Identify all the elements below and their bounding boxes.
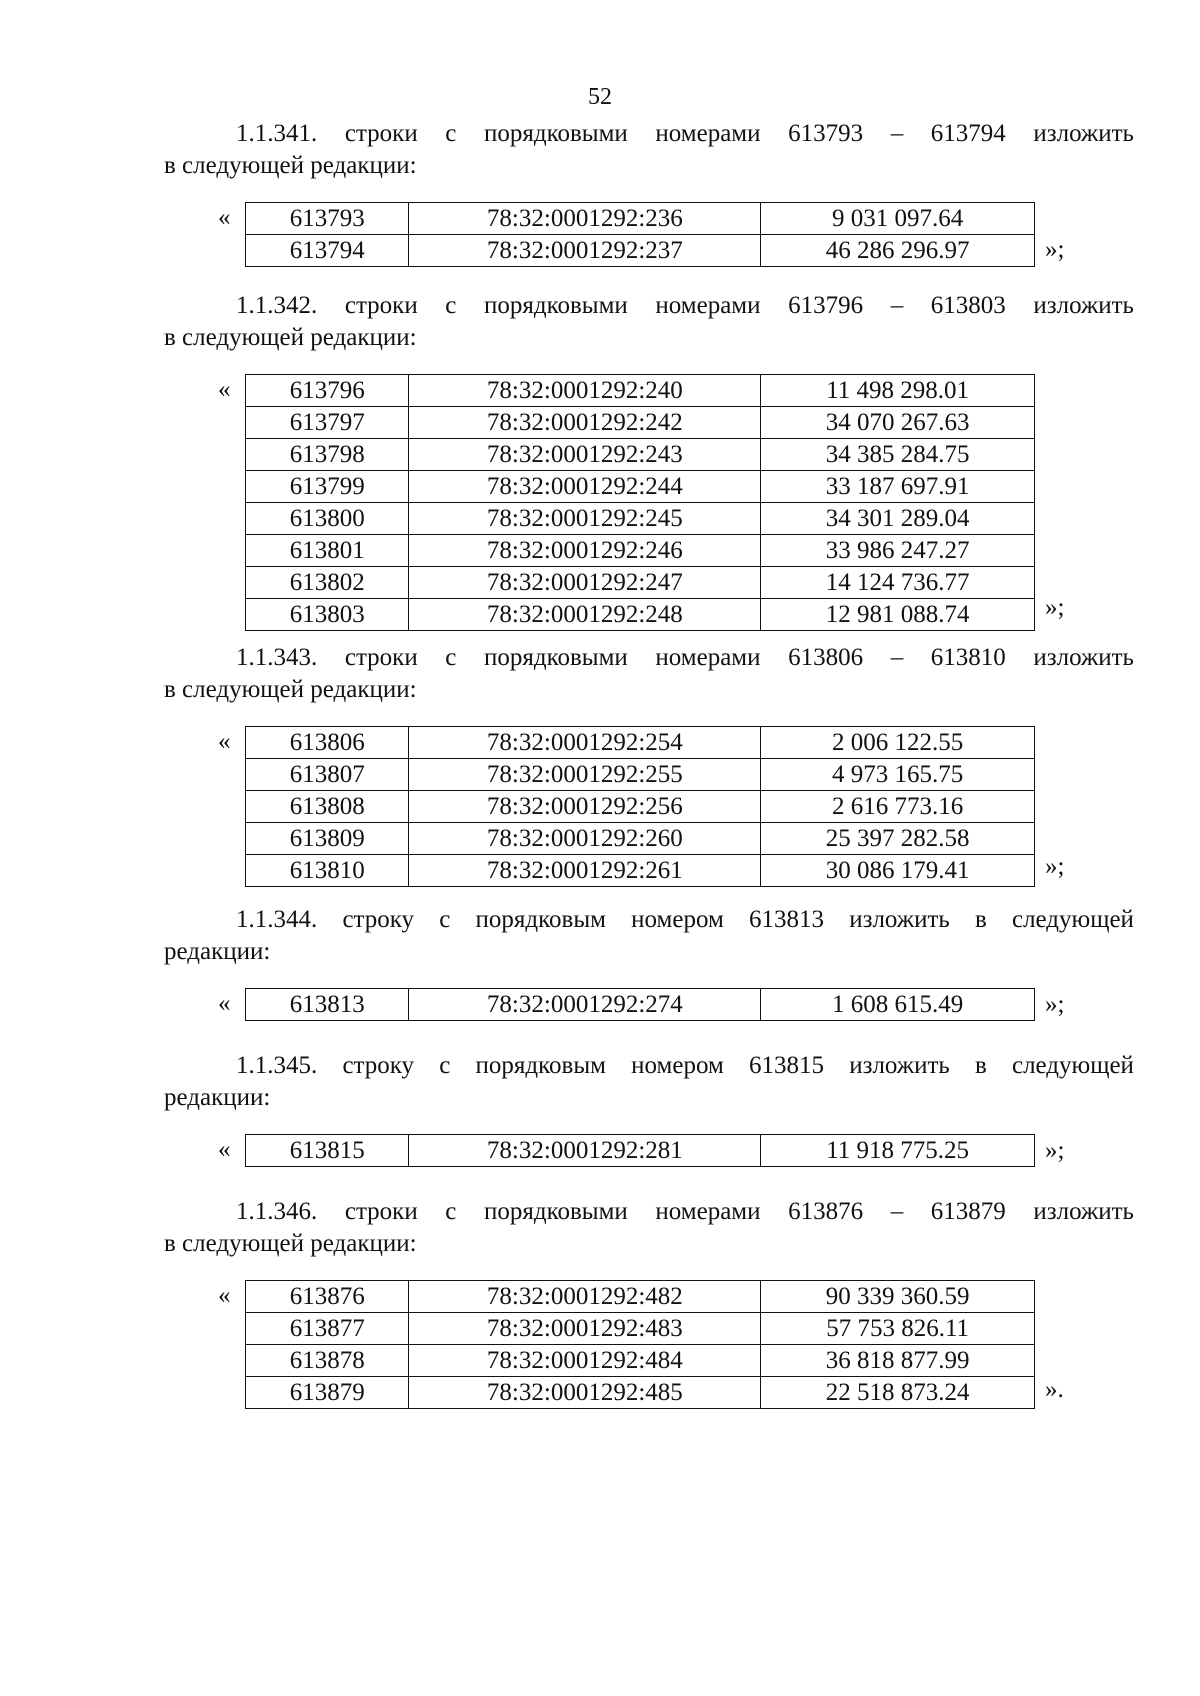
paragraph-continuation: в следующей редакции:	[164, 152, 417, 179]
cadastral-table	[245, 726, 1035, 887]
paragraph-continuation: в следующей редакции:	[164, 676, 417, 703]
table-row	[246, 535, 1035, 567]
table-row	[246, 203, 1035, 235]
clause-word: номером	[631, 906, 724, 933]
clause-word: в	[974, 906, 987, 933]
clause-word: номерами	[655, 120, 761, 147]
cadastral-value-cell: 11 498 298.01	[761, 375, 1035, 407]
table-row	[246, 439, 1035, 471]
opening-quote: «	[218, 1282, 231, 1309]
clause-number: 1.1.345.	[236, 1052, 318, 1079]
paragraph-first-line	[164, 290, 1134, 322]
cadastral-value-cell: 12 981 088.74	[761, 599, 1035, 631]
row-number-cell: 613879	[246, 1377, 409, 1409]
clause-word: 613806	[788, 644, 864, 671]
cadastral-value-cell: 22 518 873.24	[761, 1377, 1035, 1409]
row-number-cell: 613798	[246, 439, 409, 471]
closing-quote: »;	[1045, 853, 1065, 880]
row-number-cell: 613877	[246, 1313, 409, 1345]
clause-word: номером	[631, 1052, 724, 1079]
cadastral-value-cell: 33 187 697.91	[761, 471, 1035, 503]
clause-word: изложить	[849, 906, 950, 933]
clause-word: строки	[344, 1198, 418, 1225]
paragraph-first-line	[164, 1196, 1134, 1228]
table-row	[246, 727, 1035, 759]
clause-word: строку	[342, 906, 415, 933]
table-row	[246, 1313, 1035, 1345]
quoted-table-block	[218, 726, 1065, 887]
clause-word: следующей	[1011, 1052, 1134, 1079]
clause-word: 613796	[788, 292, 864, 319]
table-row	[246, 823, 1035, 855]
row-number-cell: 613808	[246, 791, 409, 823]
amendment-section	[0, 642, 1200, 887]
cadastral-number-cell: 78:32:0001292:274	[409, 989, 761, 1021]
clause-word: 613810	[930, 644, 1006, 671]
table-row	[246, 407, 1035, 439]
cadastral-value-cell: 4 973 165.75	[761, 759, 1035, 791]
clause-word: с	[439, 906, 451, 933]
cadastral-number-cell: 78:32:0001292:281	[409, 1135, 761, 1167]
cadastral-number-cell: 78:32:0001292:244	[409, 471, 761, 503]
clause-word: изложить	[1033, 644, 1134, 671]
table-row	[246, 503, 1035, 535]
cadastral-table	[245, 202, 1035, 267]
cadastral-value-cell: 90 339 360.59	[761, 1281, 1035, 1313]
clause-number: 1.1.342.	[236, 292, 318, 319]
amendment-section	[0, 1050, 1200, 1167]
paragraph-first-line	[164, 642, 1134, 674]
clause-word: –	[890, 1198, 904, 1225]
row-number-cell: 613876	[246, 1281, 409, 1313]
cadastral-value-cell: 57 753 826.11	[761, 1313, 1035, 1345]
cadastral-value-cell: 36 818 877.99	[761, 1345, 1035, 1377]
cadastral-number-cell: 78:32:0001292:243	[409, 439, 761, 471]
clause-word: изложить	[1033, 1198, 1134, 1225]
clause-word: с	[445, 120, 457, 147]
clause-word: строки	[344, 120, 418, 147]
cadastral-value-cell: 2 006 122.55	[761, 727, 1035, 759]
cadastral-number-cell: 78:32:0001292:240	[409, 375, 761, 407]
opening-quote: «	[218, 728, 231, 755]
paragraph-continuation: в следующей редакции:	[164, 324, 417, 351]
quoted-table-block	[218, 988, 1065, 1021]
clause-word: с	[445, 1198, 457, 1225]
clause-word: порядковыми	[484, 292, 628, 319]
cadastral-table	[245, 1134, 1035, 1167]
cadastral-number-cell: 78:32:0001292:255	[409, 759, 761, 791]
clause-word: в	[974, 1052, 987, 1079]
row-number-cell: 613801	[246, 535, 409, 567]
clause-word: –	[890, 120, 904, 147]
quoted-table-block	[218, 1280, 1064, 1409]
paragraph-continuation: редакции:	[164, 938, 271, 965]
row-number-cell: 613807	[246, 759, 409, 791]
row-number-cell: 613799	[246, 471, 409, 503]
clause-word: 613803	[930, 292, 1006, 319]
clause-word: 613813	[749, 906, 824, 933]
cadastral-number-cell: 78:32:0001292:256	[409, 791, 761, 823]
amendment-paragraph	[164, 290, 1134, 354]
clause-word: 613794	[930, 120, 1006, 147]
cadastral-number-cell: 78:32:0001292:254	[409, 727, 761, 759]
cadastral-value-cell: 34 385 284.75	[761, 439, 1035, 471]
amendment-section	[0, 118, 1200, 267]
clause-word: номерами	[655, 1198, 761, 1225]
cadastral-number-cell: 78:32:0001292:484	[409, 1345, 761, 1377]
clause-word: –	[890, 644, 904, 671]
opening-quote: «	[218, 1136, 231, 1163]
cadastral-value-cell: 33 986 247.27	[761, 535, 1035, 567]
amendment-paragraph	[164, 642, 1134, 706]
cadastral-number-cell: 78:32:0001292:248	[409, 599, 761, 631]
table-row	[246, 567, 1035, 599]
row-number-cell: 613813	[246, 989, 409, 1021]
clause-word: изложить	[1033, 120, 1134, 147]
table-row	[246, 235, 1035, 267]
cadastral-value-cell: 34 301 289.04	[761, 503, 1035, 535]
clause-word: 613879	[930, 1198, 1006, 1225]
clause-word: строку	[342, 1052, 415, 1079]
cadastral-number-cell: 78:32:0001292:242	[409, 407, 761, 439]
row-number-cell: 613802	[246, 567, 409, 599]
clause-word: порядковым	[475, 906, 606, 933]
amendment-section	[0, 904, 1200, 1021]
cadastral-number-cell: 78:32:0001292:485	[409, 1377, 761, 1409]
cadastral-value-cell: 46 286 296.97	[761, 235, 1035, 267]
cadastral-number-cell: 78:32:0001292:247	[409, 567, 761, 599]
table-row	[246, 989, 1035, 1021]
cadastral-value-cell: 34 070 267.63	[761, 407, 1035, 439]
row-number-cell: 613878	[246, 1345, 409, 1377]
clause-word: –	[890, 292, 904, 319]
cadastral-value-cell: 30 086 179.41	[761, 855, 1035, 887]
table-row	[246, 791, 1035, 823]
row-number-cell: 613810	[246, 855, 409, 887]
table-row	[246, 375, 1035, 407]
row-number-cell: 613794	[246, 235, 409, 267]
clause-word: изложить	[1033, 292, 1134, 319]
table-row	[246, 471, 1035, 503]
table-row	[246, 855, 1035, 887]
cadastral-number-cell: 78:32:0001292:236	[409, 203, 761, 235]
cadastral-table	[245, 374, 1035, 631]
cadastral-value-cell: 2 616 773.16	[761, 791, 1035, 823]
clause-word: с	[445, 644, 457, 671]
table-row	[246, 1377, 1035, 1409]
cadastral-value-cell: 14 124 736.77	[761, 567, 1035, 599]
closing-quote: »;	[1045, 594, 1065, 621]
table-row	[246, 1281, 1035, 1313]
amendment-paragraph	[164, 904, 1134, 968]
table-row	[246, 759, 1035, 791]
closing-quote: ».	[1045, 1376, 1064, 1403]
opening-quote: «	[218, 204, 231, 231]
clause-number: 1.1.341.	[236, 120, 318, 147]
clause-number: 1.1.343.	[236, 644, 318, 671]
cadastral-value-cell: 25 397 282.58	[761, 823, 1035, 855]
row-number-cell: 613815	[246, 1135, 409, 1167]
table-row	[246, 1345, 1035, 1377]
row-number-cell: 613809	[246, 823, 409, 855]
cadastral-number-cell: 78:32:0001292:260	[409, 823, 761, 855]
cadastral-value-cell: 9 031 097.64	[761, 203, 1035, 235]
clause-word: порядковыми	[484, 120, 628, 147]
table-row	[246, 599, 1035, 631]
clause-word: строки	[344, 292, 418, 319]
cadastral-number-cell: 78:32:0001292:261	[409, 855, 761, 887]
cadastral-number-cell: 78:32:0001292:237	[409, 235, 761, 267]
clause-word: номерами	[655, 292, 761, 319]
clause-word: 613876	[788, 1198, 864, 1225]
cadastral-number-cell: 78:32:0001292:246	[409, 535, 761, 567]
closing-quote: »;	[1045, 236, 1065, 263]
clause-word: порядковыми	[484, 1198, 628, 1225]
clause-word: следующей	[1011, 906, 1134, 933]
amendment-section	[0, 1196, 1200, 1409]
amendment-paragraph	[164, 1196, 1134, 1260]
cadastral-table	[245, 988, 1035, 1021]
amendment-paragraph	[164, 118, 1134, 182]
paragraph-first-line	[164, 118, 1134, 150]
clause-word: строки	[344, 644, 418, 671]
page-number: 52	[588, 84, 612, 110]
clause-word: с	[445, 292, 457, 319]
quoted-table-block	[218, 202, 1065, 267]
opening-quote: «	[218, 376, 231, 403]
cadastral-table	[245, 1280, 1035, 1409]
paragraph-continuation: редакции:	[164, 1084, 271, 1111]
amendment-paragraph	[164, 1050, 1134, 1114]
cadastral-number-cell: 78:32:0001292:483	[409, 1313, 761, 1345]
clause-word: 613815	[749, 1052, 824, 1079]
row-number-cell: 613793	[246, 203, 409, 235]
cadastral-number-cell: 78:32:0001292:245	[409, 503, 761, 535]
cadastral-value-cell: 11 918 775.25	[761, 1135, 1035, 1167]
row-number-cell: 613806	[246, 727, 409, 759]
closing-quote: »;	[1045, 1137, 1065, 1164]
row-number-cell: 613796	[246, 375, 409, 407]
closing-quote: »;	[1045, 991, 1065, 1018]
paragraph-first-line	[164, 904, 1134, 936]
amendment-section	[0, 290, 1200, 631]
clause-word: изложить	[849, 1052, 950, 1079]
quoted-table-block	[218, 374, 1065, 631]
clause-word: с	[439, 1052, 451, 1079]
row-number-cell: 613803	[246, 599, 409, 631]
row-number-cell: 613800	[246, 503, 409, 535]
clause-word: 613793	[788, 120, 864, 147]
opening-quote: «	[218, 990, 231, 1017]
cadastral-number-cell: 78:32:0001292:482	[409, 1281, 761, 1313]
cadastral-value-cell: 1 608 615.49	[761, 989, 1035, 1021]
clause-number: 1.1.346.	[236, 1198, 318, 1225]
table-row	[246, 1135, 1035, 1167]
quoted-table-block	[218, 1134, 1065, 1167]
row-number-cell: 613797	[246, 407, 409, 439]
clause-number: 1.1.344.	[236, 906, 318, 933]
clause-word: порядковым	[475, 1052, 606, 1079]
clause-word: номерами	[655, 644, 761, 671]
paragraph-first-line	[164, 1050, 1134, 1082]
clause-word: порядковыми	[484, 644, 628, 671]
paragraph-continuation: в следующей редакции:	[164, 1230, 417, 1257]
